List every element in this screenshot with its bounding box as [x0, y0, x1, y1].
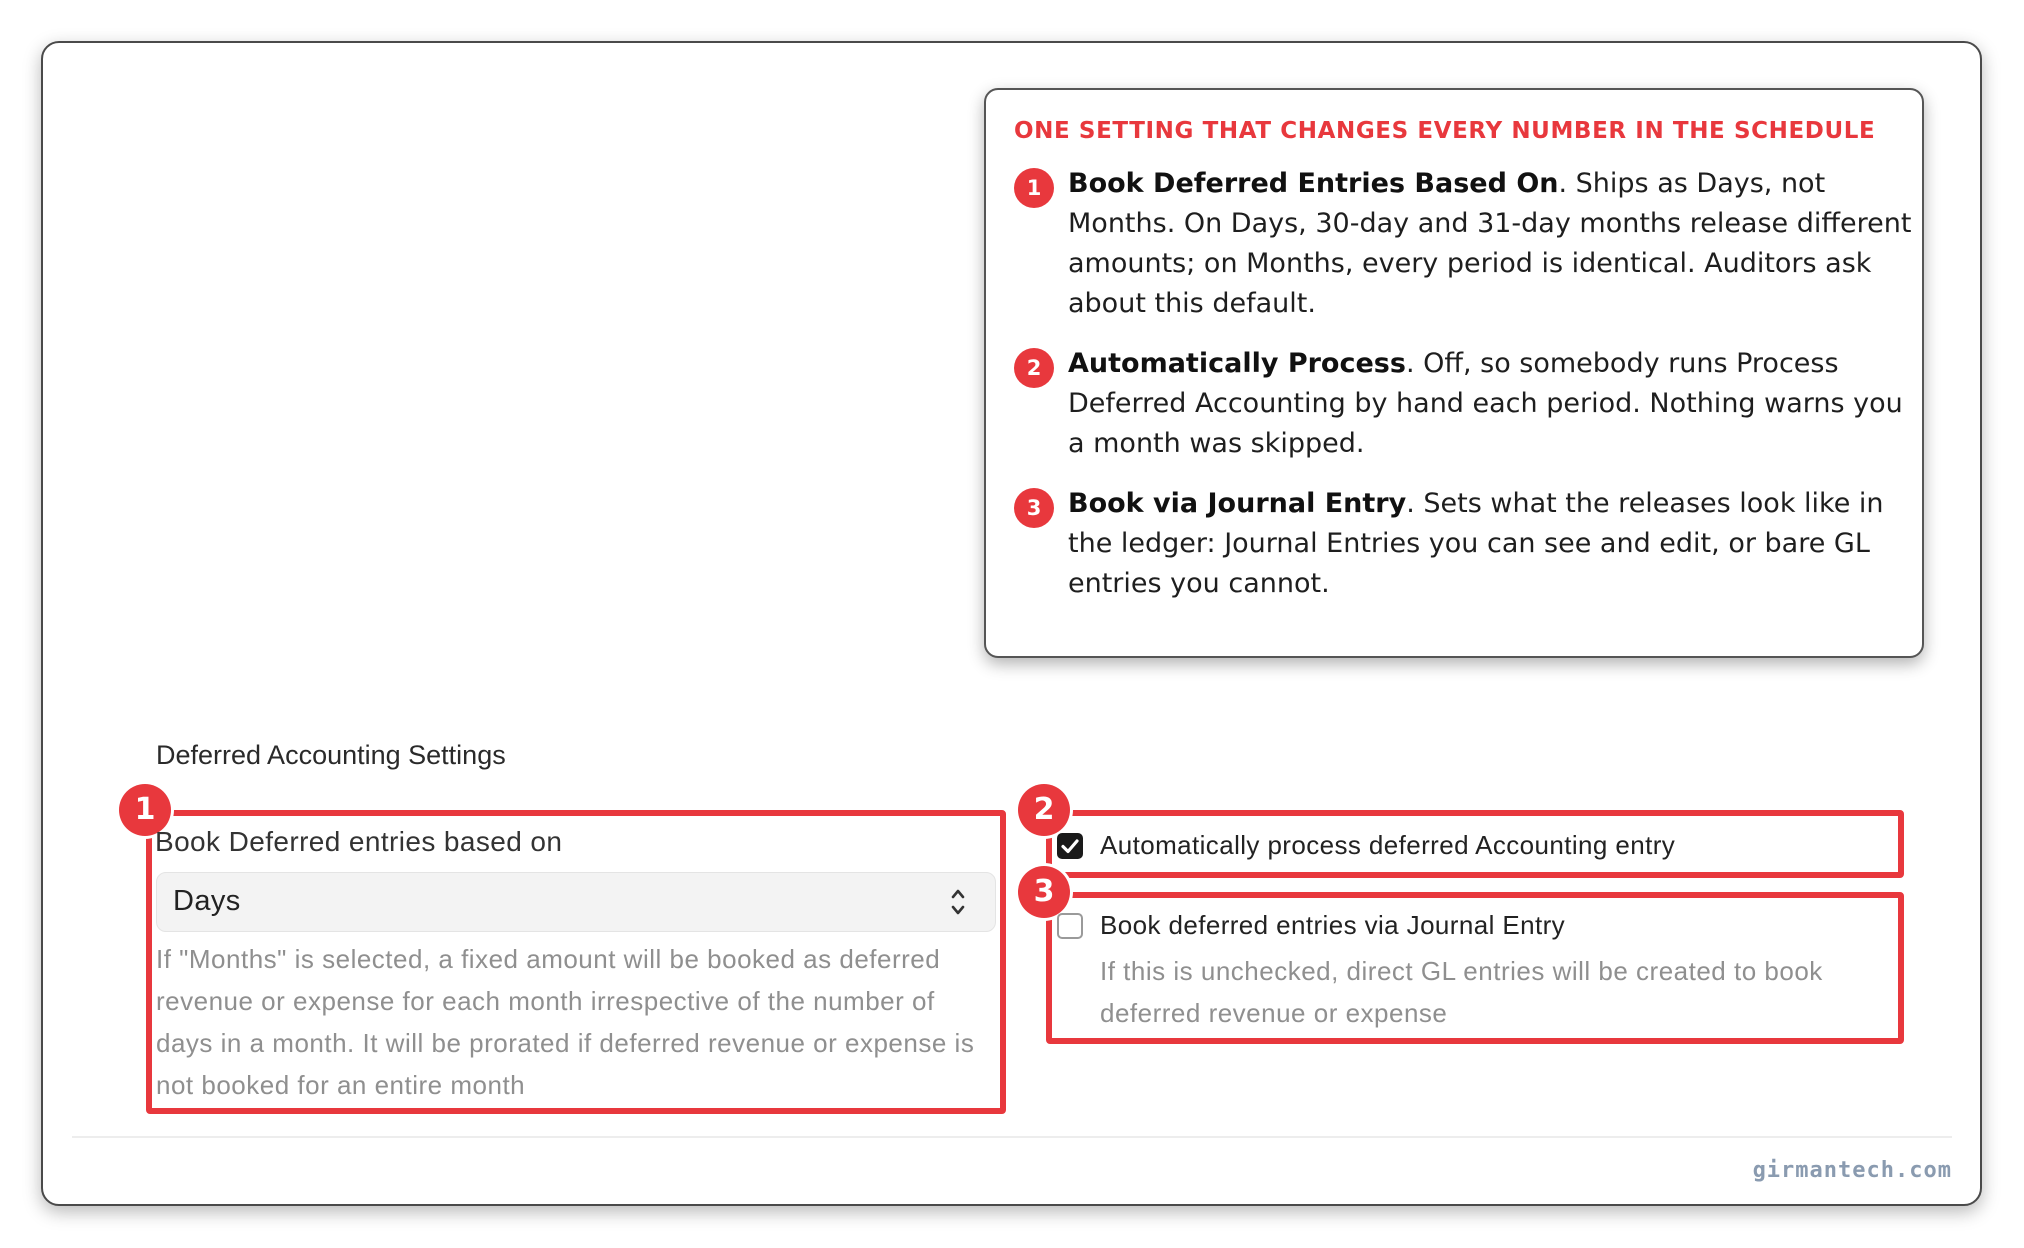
- auto-process-checkbox[interactable]: [1057, 833, 1083, 859]
- book-based-on-label: Book Deferred entries based on: [155, 826, 563, 857]
- callout-title: ONE SETTING THAT CHANGES EVERY NUMBER IN THE SCHEDULE: [1014, 118, 1876, 144]
- journal-entry-label[interactable]: Book deferred entries via Journal Entry: [1100, 910, 1566, 940]
- watermark: girmantech.com: [1752, 1158, 1952, 1183]
- book-based-on-help: If "Months" is selected, a fixed amount will be booked as deferred revenue or expense for each month irrespective of the number of days in a month. It will be prorated if deferred revenue or expense is not booked for an entire month: [156, 944, 975, 1100]
- book-based-on-select[interactable]: [156, 872, 996, 932]
- annotation-callout: [984, 88, 1924, 658]
- journal-entry-checkbox[interactable]: [1057, 913, 1083, 939]
- note-number-badge: 1: [1014, 168, 1054, 208]
- highlight-badge-2: 2: [1018, 784, 1070, 836]
- auto-process-label[interactable]: Automatically process deferred Accounting entry: [1100, 830, 1676, 860]
- section-title: Deferred Accounting Settings: [156, 740, 506, 770]
- note-number-badge: 2: [1014, 348, 1054, 388]
- journal-entry-help: If this is unchecked, direct GL entries will be created to book deferred revenue or expense: [1100, 956, 1823, 1028]
- note-body: . Sets what the releases look like in the ledger: Journal Entries you can see and edit, or bare GL entries you cannot.: [1068, 488, 1884, 599]
- chevron-up-down-icon: [951, 887, 965, 917]
- note-text: [1068, 484, 1918, 604]
- highlight-badge-1: 1: [119, 784, 171, 836]
- select-value: Days: [173, 885, 241, 917]
- highlight-badge-3: 3: [1018, 866, 1070, 918]
- note-heading: Book via Journal Entry: [1068, 488, 1407, 519]
- note-body: . Off, so somebody runs Process Deferred Accounting by hand each period. Nothing warns you a month was skipped.: [1068, 348, 1903, 459]
- note-number-badge: 3: [1014, 488, 1054, 528]
- footer-divider: [72, 1136, 1952, 1138]
- note-body: . Ships as Days, not Months. On Days, 30-day and 31-day months release different amounts; on Months, every period is identical. Auditors ask about this default.: [1068, 168, 1912, 319]
- note-text: [1068, 164, 1918, 324]
- note-heading: Book Deferred Entries Based On: [1068, 168, 1559, 199]
- note-heading: Automatically Process: [1068, 348, 1406, 379]
- note-text: [1068, 344, 1918, 464]
- checkmark-icon: [1057, 833, 1083, 859]
